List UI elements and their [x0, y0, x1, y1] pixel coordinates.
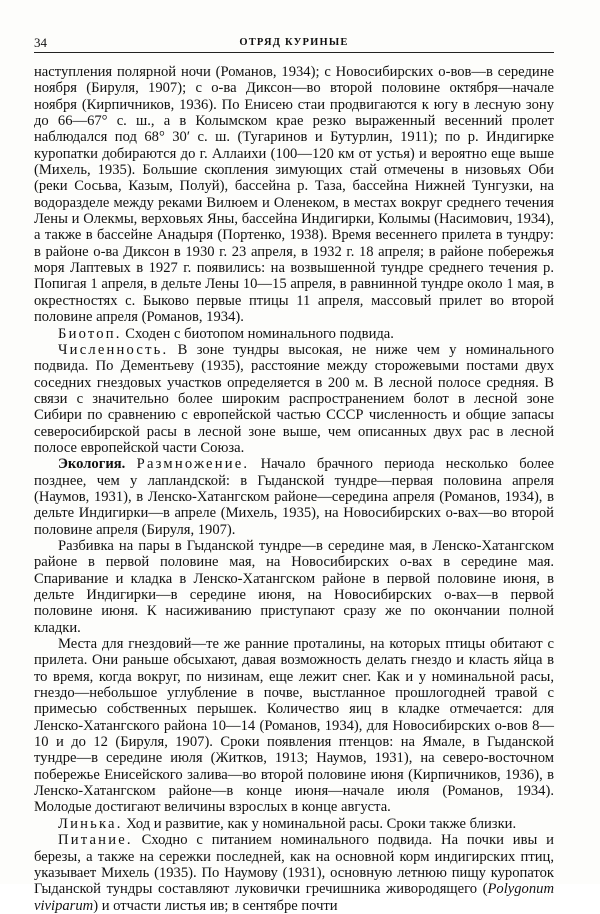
section-lead-feeding: Питание.	[58, 832, 133, 849]
paragraph-nesting	[34, 636, 554, 816]
section-lead-ecology: Экология.	[58, 456, 126, 473]
page-body	[34, 64, 554, 914]
page-number: 34	[34, 35, 47, 50]
paragraph-migration	[34, 64, 554, 326]
section-lead-abundance: Численность.	[58, 341, 169, 358]
paragraph-text: В зоне тундры высокая, не ниже чем у номинального подвида. По Дементьеву (1935), расстояние между сторожевыми постами двух соседних гнездовых участков определяется в 200 м. В лесной полосе средняя. В связи с значительно более широким распространением болот в лесной зоне Сибири по сравнению с европейской частью СССР численность и общие запасы североcибирской расы в лесной зоне выше, чем описанных двух рас в лесной полосе европейской части Союза.	[34, 341, 554, 456]
section-lead-molting: Линька.	[58, 815, 123, 832]
paragraph-text: Ход и развитие, как у номинальной расы. Сроки также близки.	[122, 815, 517, 832]
paragraph-abundance	[34, 342, 554, 456]
page-header	[34, 26, 554, 53]
section-lead-biotope: Биотоп.	[58, 325, 122, 342]
paragraph-pairing	[34, 538, 554, 636]
latin-species-name: Polygonum viviparum	[34, 881, 554, 914]
paragraph-text: наступления полярной ночи (Романов, 1934); с Новосибирских о-вов—в середине ноября (Бируля, 1907); с о-ва Диксон—во второй половине октября—начале ноября (Кирпичников, 1936). По Енисею стаи продвигаются к югу в лесную зону до 66—67° с. ш., а в Колымском крае резко выраженный весенний пролет наблюдался под 68° 30′ с. ш. (Тугаринов и Бутурлин, 1911); по р. Индигирке куропатки добираются до г. Аллаихи (100—120 км от устья) и вероятно еще выше (Михель, 1935). Большие скопления зимующих стай отмечены в низовьях Оби (реки Сосьва, Казым, Полуй), бассейна р. Таза, бассейна Нижней Тунгузки, на водоразделе между реками Вилюем и Оленеком, в местах вокруг среднего течения Лены и Олекмы, верховьях Яны, бассейна Индигирки, Колымы (Насимович, 1934), а также в бассейне Анадыря (Портенко, 1938). Время весеннего прилета в тундру: в районе о-ва Диксон в 1930 г. 23 апреля, в 1932 г. 18 апреля; в районе побережья моря Лаптевых в 1927 г. появились: на возвышенной тундре среднего течения р. Попигая 1 апреля, в дельте Лены 10—15 апреля, в равнинной тундре около 1 мая, в окрестностях с. Быково первые птицы 11 апреля, массовый прилет во второй половине апреля (Романов, 1934).	[34, 64, 554, 326]
paragraph-text: ) и отчасти листья ив; в сентябре почти	[93, 897, 338, 914]
paragraph-text: Разбивка на пары в Гыданской тундре—в середине мая, в Ленско-Хатангском районе в первой половине мая, на Новосибирских о-вах в середине мая. Спаривание и кладка в Ленско-Хатангском районе в первой половине июня, в дельте Индигирки—в середине июня, на Новосибирских о-вах—в первой половине июня. К насиживанию приступают сразу же по окончании полной кладки.	[34, 537, 554, 636]
running-title: ОТРЯД КУРИНЫЕ	[239, 37, 349, 48]
paragraph-text: Места для гнездовий—те же ранние проталины, на которых птицы обитают с прилета. Они раньше обсыхают, давая возможность делать гнездо и класть яйца в то время, когда вокруг, по низинам, еще лежит снег. Как и у номинальной расы, гнездо—небольшое углубление в почве, выстланное прошлогодней травой с примесью собственных перышек. Количество яиц в кладке отмечается: для Ленско-Хатангского района 10—14 (Романов, 1934), для Новосибирских о-вов 8—10 и до 12 (Бируля, 1907). Сроки появления птенцов: на Ямале, в Гыданской тундре—в середине июля (Житков, 1913; Наумов, 1931), на северо-восточном побережье Енисейского залива—во второй половине июня (Кирпичников, 1936), в Ленско-Хатангском районе—в конце июня—начале июля (Романов, 1934). Молодые достигают величины взрослых в конце августа.	[34, 636, 554, 816]
paragraph-feeding	[34, 832, 554, 914]
paragraph-text: Сходен с биотопом номинального подвида.	[121, 325, 394, 342]
section-lead-breeding: Размножение.	[136, 456, 250, 473]
paragraph-text: Сходно с питанием номинального подвида. На почки ивы и березы, а также на сережки последней, как на основной корм индигирских птиц, указывает Михель (1935). По Наумову (1931), основную летнюю пищу куропаток Гыданской тундры составляют луковички гречишника живородящего (	[34, 832, 554, 898]
paragraph-biotope	[34, 326, 554, 342]
paragraph-ecology-breeding	[34, 456, 554, 538]
paragraph-molting	[34, 816, 554, 832]
paragraph-text: Начало брачного периода несколько более позднее, чем у лапландской: в Гыданской тундре—первая половина апреля (Наумов, 1931), в Ленско-Хатангском районе—середина апреля (Романов, 1934), в дельте Индигирки—в апреле (Михель, 1935), на Новосибирских о-вах—во второй половине апреля (Бируля, 1907).	[34, 456, 554, 538]
